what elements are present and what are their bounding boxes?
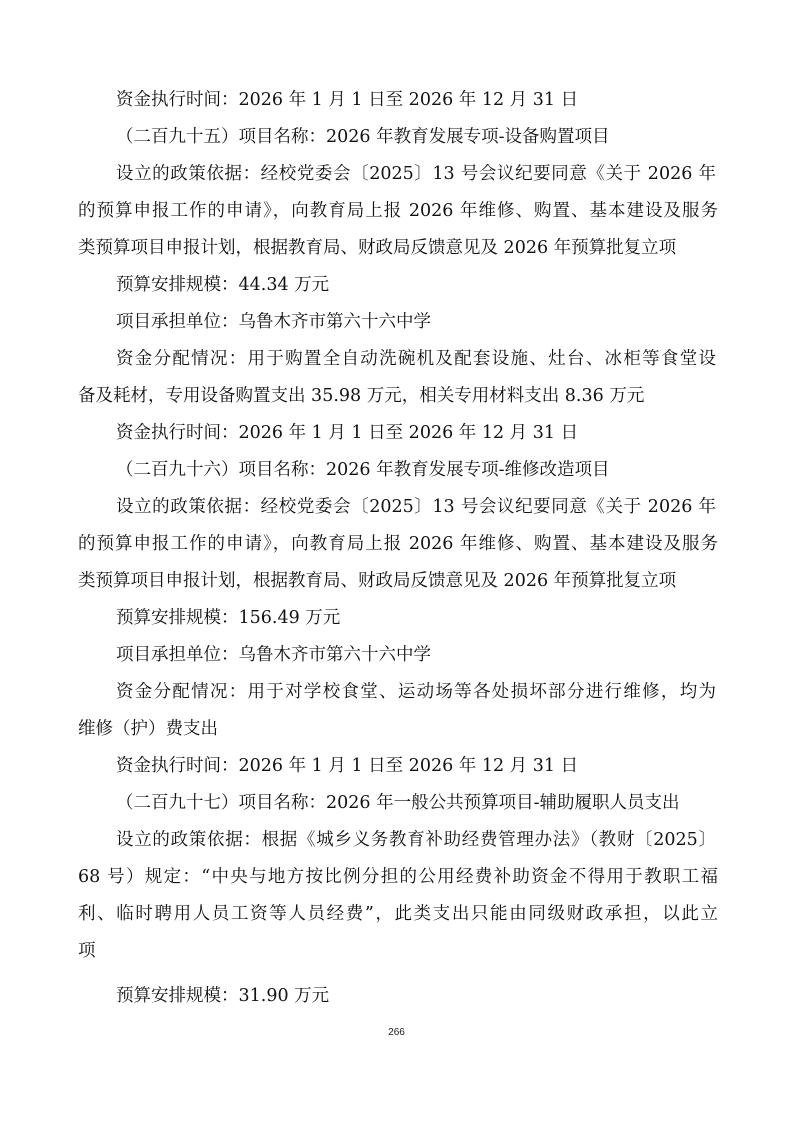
text-line: 的预算申报工作的申请》，向教育局上报 2026 年维修、购置、基本建设及服务 [78, 201, 718, 221]
section-heading-297: （二百九十七）项目名称：2026 年一般公共预算项目-辅助履职人员支出 [116, 793, 680, 813]
text-line: 68 号）规定：“中央与地方按比例分担的公用经费补助资金不得用于教职工福 [78, 867, 718, 887]
section-heading-296: （二百九十六）项目名称：2026 年教育发展专项-维修改造项目 [116, 460, 610, 480]
text-line: 设立的政策依据：经校党委会〔2025〕13 号会议纪要同意《关于 2026 年 [116, 164, 716, 184]
text-line: 类预算项目申报计划，根据教育局、财政局反馈意见及 2026 年预算批复立项 [78, 571, 677, 591]
page-number: 266 [388, 1027, 405, 1038]
text-line: 预算安排规模：31.90 万元 [116, 986, 330, 1006]
text-line: 利、临时聘用人员工资等人员经费”，此类支出只能由同级财政承担，以此立 [78, 904, 718, 924]
text-line: 的预算申报工作的申请》，向教育局上报 2026 年维修、购置、基本建设及服务 [78, 534, 718, 554]
text-line: 项目承担单位：乌鲁木齐市第六十六中学 [116, 312, 431, 332]
text-line: 备及耗材，专用设备购置支出 35.98 万元，相关专用材料支出 8.36 万元 [78, 386, 645, 406]
section-heading-295: （二百九十五）项目名称：2026 年教育发展专项-设备购置项目 [116, 127, 610, 147]
text-line: 预算安排规模：44.34 万元 [116, 275, 330, 295]
text-line: 项 [78, 941, 96, 961]
text-line: 资金执行时间：2026 年 1 月 1 日至 2026 年 12 月 31 日 [116, 756, 579, 776]
text-line: 设立的政策依据：根据《城乡义务教育补助经费管理办法》（教财〔2025〕 [116, 830, 716, 850]
text-line: 类预算项目申报计划，根据教育局、财政局反馈意见及 2026 年预算批复立项 [78, 238, 677, 258]
text-line: 项目承担单位：乌鲁木齐市第六十六中学 [116, 645, 431, 665]
text-line: 资金分配情况：用于对学校食堂、运动场等各处损坏部分进行维修，均为 [116, 682, 716, 702]
text-line: 资金分配情况：用于购置全自动洗碗机及配套设施、灶台、冰柜等食堂设 [116, 349, 716, 369]
text-line: 资金执行时间：2026 年 1 月 1 日至 2026 年 12 月 31 日 [116, 423, 579, 443]
text-line: 维修（护）费支出 [78, 719, 218, 739]
text-line: 预算安排规模：156.49 万元 [116, 608, 341, 628]
text-line: 设立的政策依据：经校党委会〔2025〕13 号会议纪要同意《关于 2026 年 [116, 497, 716, 517]
text-line: 资金执行时间：2026 年 1 月 1 日至 2026 年 12 月 31 日 [116, 90, 579, 110]
